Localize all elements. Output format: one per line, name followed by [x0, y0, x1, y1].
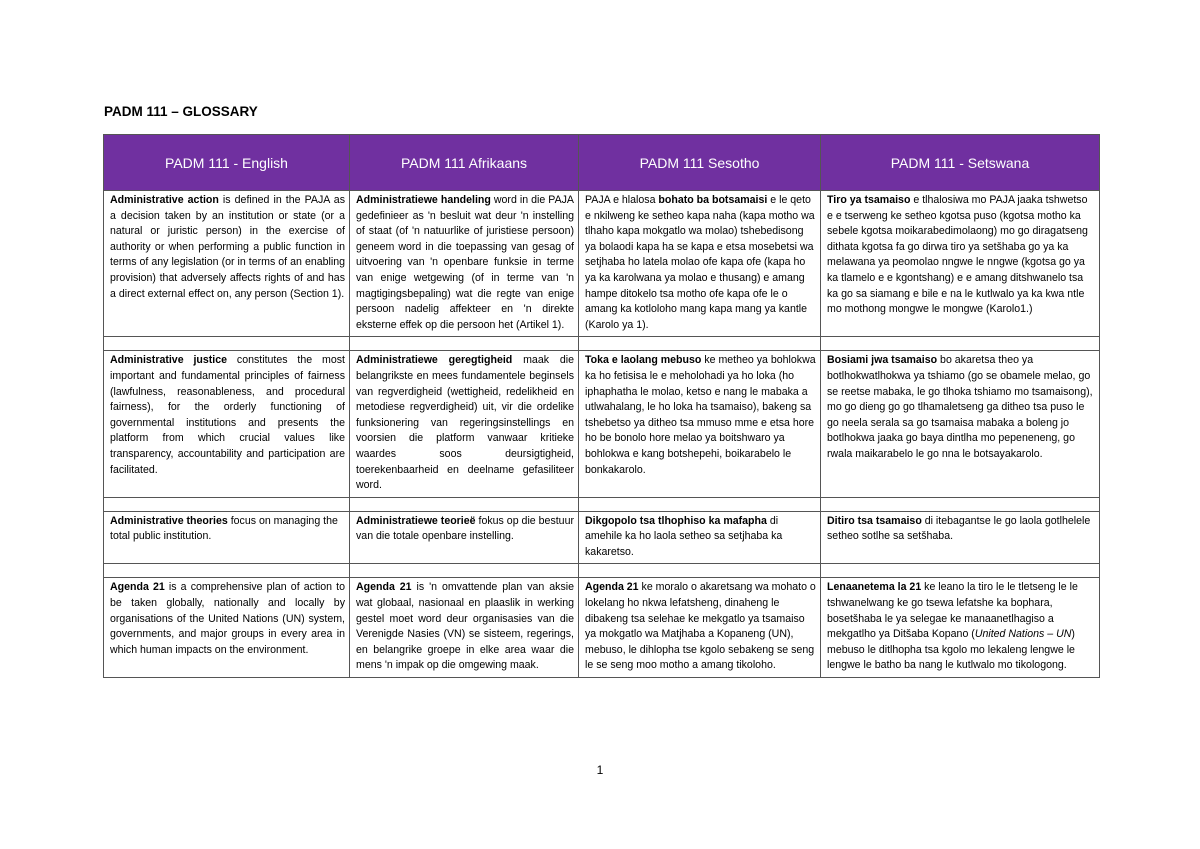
cell-afrikaans — [350, 351, 579, 497]
spacer-cell — [821, 564, 1100, 578]
cell-afrikaans — [350, 511, 579, 564]
definition: bo akaretsa theo ya botlhokwatlhokwa ya tshiamo (go se obamele melao, go se reetse mabaka, le go tlhoka tshiamo mo tsamaisong), mo go dieng go go tlhamaletseng ga ditheo tsa puso le go neela serala sa go tsamaisa mabaka a boleng jo botlhokwa jaaka go baya dintlha mo pepeneneng, go rwala maikarabelo le go nna le botsayakarolo. — [827, 354, 1093, 460]
cell-afrikaans — [350, 191, 579, 337]
definition: di amehile ka ho laola setheo sa setjhaba ka kakaretso. — [585, 514, 783, 558]
header-afrikaans: PADM 111 Afrikaans — [350, 135, 579, 191]
table-row — [104, 191, 1100, 337]
definition: focus on managing the total public institution. — [110, 514, 338, 543]
glossary-table — [103, 134, 1100, 678]
definition-prefix: PAJA e hlalosa — [585, 194, 659, 206]
cell-english — [104, 578, 350, 678]
term: Agenda 21 — [356, 581, 412, 594]
cell-setswana — [821, 191, 1100, 337]
header-sesotho: PADM 111 Sesotho — [579, 135, 821, 191]
definition: di itebagantse le go laola gotlhelele setheo sotlhe sa setšhaba. — [827, 514, 1091, 543]
header-setswana: PADM 111 - Setswana — [821, 135, 1100, 191]
spacer-cell — [350, 497, 579, 511]
page-number: 1 — [596, 763, 604, 777]
header-row — [104, 135, 1100, 191]
spacer-cell — [579, 564, 821, 578]
spacer-cell — [350, 564, 579, 578]
term: Toka e laolang mebuso — [585, 354, 702, 367]
term: Administrative justice — [110, 354, 228, 367]
table-row — [104, 351, 1100, 497]
document-title: PADM 111 – GLOSSARY — [104, 104, 258, 119]
table-row — [104, 578, 1100, 678]
spacer-cell — [104, 564, 350, 578]
spacer-cell — [104, 497, 350, 511]
cell-setswana — [821, 578, 1100, 678]
definition: fokus op die bestuur van die totale openbare instelling. — [356, 514, 574, 543]
definition: is 'n omvattende plan van aksie wat globaal, nasionaal en plaaslik in werking gestel moet word deur organisasies van die Verenigde Nasies (VN) se sisteem, regerings, en belangrike groepe in elke area waar die mens 'n impak op die omgewing maak. — [356, 581, 574, 672]
cell-sesotho — [579, 351, 821, 497]
spacer-row — [104, 337, 1100, 351]
term: Dikgopolo tsa tlhophiso ka mafapha — [585, 514, 767, 527]
term: Administratiewe teorieë — [356, 514, 476, 527]
definition: e tlhalosiwa mo PAJA jaaka tshwetso e e tserweng ke setheo kgotsa puso (kgotsa motho ka sebele kgotsa moikarabedimolaong) mo go diragatseng dithata kgotsa fa go dirwa tiro ya setšhaba go ya ka melawana ya peomolao nngwe le nngwe (kgotsa go ya ka tlamelo e e kgontshang) e e amang ditshwanelo tsa ka go sa siamang e bile e na le kutlwalo ya ka kwa ntle mo mothong mongwe le mongwe (Karolo1.) — [827, 194, 1088, 316]
cell-english — [104, 351, 350, 497]
term: Administrative theories — [110, 514, 228, 527]
spacer-cell — [821, 497, 1100, 511]
definition: is defined in the PAJA as a decision taken by an institution or state (or a natural or juristic person) in the exercise of authority or when performing a public function in terms of any legislation (or in terms of an enabling provision) that adversely affects rights of and has a direct external effect on, any person (Section 1). — [110, 194, 345, 300]
spacer-cell — [104, 337, 350, 351]
spacer-row — [104, 564, 1100, 578]
spacer-cell — [350, 337, 579, 351]
cell-sesotho — [579, 191, 821, 337]
table-row — [104, 511, 1100, 564]
term: Administrative action — [110, 194, 219, 206]
spacer-cell — [579, 337, 821, 351]
term: Tiro ya tsamaiso — [827, 194, 911, 206]
definition: e le qeto e nkilweng ke setheo kapa naha (kapa motho wa tlhaho kapa mokgatlo wa molao) tshebedisong ya bolaodi kapa ha se kapa e etsa mosebetsi wa setjhaba ho latela molao ofe kapa ofe (kapa ho ya ka karolwana ya molao e thusang) e amang hampe ditokelo tsa motho ofe kapa ofe le o amang ka kotloloho mang kapa mang ya kantle (Karolo ya 1). — [585, 194, 815, 331]
definition: constitutes the most important and fundamental principles of fairness (lawfulness, reasonableness, and procedural fairness), for the orderly functioning of governmental institutions and presents the platform from which crucial values like transparency, accountability and participation are facilitated. — [110, 354, 345, 476]
definition-italic: United Nations – UN — [974, 628, 1072, 641]
definition: word in die PAJA gedefinieer as 'n besluit wat deur 'n instelling of staat (of 'n natuurlike of juristiese persoon) geneem word in die toepassing van gesag of uitvoering van 'n openbare funksie in terme van enige wetgewing (of in terme van 'n magtigingsbepaling) wat die regte van enige persoon nadelig affekteer en 'n direkte eksterne effek op die persoon het (Artikel 1). — [356, 194, 575, 331]
term: Agenda 21 — [585, 581, 639, 594]
cell-sesotho — [579, 511, 821, 564]
term: Ditiro tsa tsamaiso — [827, 514, 922, 527]
term: Lenaanetema la 21 — [827, 581, 922, 594]
definition: is a comprehensive plan of action to be taken globally, nationally and locally by organisations of the United Nations (UN) system, governments, and major groups in every area in which human impacts on the environment. — [110, 581, 346, 656]
header-english: PADM 111 - English — [104, 135, 350, 191]
cell-english — [104, 191, 350, 337]
definition: ke moralo o akaretsang wa mohato o lokelang ho nkwa lefatsheng, dinaheng le dibakeng tsa selehae ke mekgatlo ya tsamaiso ya mokgatlo wa Matjhaba a Kopaneng (UN), mebuso, le dihlopha tse kgolo sebakeng se seng le se seng moo motho a amang tikoloho. — [585, 581, 816, 672]
term: Administratiewe geregtigheid — [356, 354, 513, 367]
spacer-cell — [579, 497, 821, 511]
term: Agenda 21 — [110, 581, 165, 594]
term: bohato ba botsamaisi — [658, 194, 768, 206]
definition: maak die belangrikste en mees fundamentele beginsels van regverdigheid (wettigheid, redelikheid en metodiese regverdigheid) uit, vir die ordelike funksionering van regeringsinstellings en voorsien die platform vanwaar kritieke waardes soos deursigtigheid, toerekenbaarheid en deelname gefasiliteer word. — [356, 354, 574, 492]
term: Administratiewe handeling — [356, 194, 491, 206]
spacer-cell — [821, 337, 1100, 351]
cell-setswana — [821, 511, 1100, 564]
definition: ke leano la tiro le le tletseng le le tshwanelwang ke go tsewa lefatshe ka bophara, bosetšhaba le ya selegae ke manaanetlhagiso a mekgatlho ya Ditšaba Kopano ( — [827, 581, 1078, 641]
definition: ke metheo ya bohlokwa ka ho fetisisa le e meholohadi ya ho loka (ho iphaphatha le molao, ketso e nang le mabaka a utlwahalang, le ho loka ha tsamaiso), bakeng sa tshebetso ya ditheo tsa mmuso mme e etsa hore ho be bonolo hore melao ya boitshwaro ya bohlokwa e kang botshepehi, boikarabelo le bonkakarolo. — [585, 354, 816, 476]
cell-english — [104, 511, 350, 564]
cell-setswana — [821, 351, 1100, 497]
spacer-row — [104, 497, 1100, 511]
cell-sesotho — [579, 578, 821, 678]
definition-continued: ) mebuso le ditlhopha tsa kgolo mo lekaleng lengwe le lengwe le batho ba nang le kutlwalo mo tikologong. — [827, 628, 1075, 672]
term: Bosiami jwa tsamaiso — [827, 354, 938, 367]
cell-afrikaans — [350, 578, 579, 678]
